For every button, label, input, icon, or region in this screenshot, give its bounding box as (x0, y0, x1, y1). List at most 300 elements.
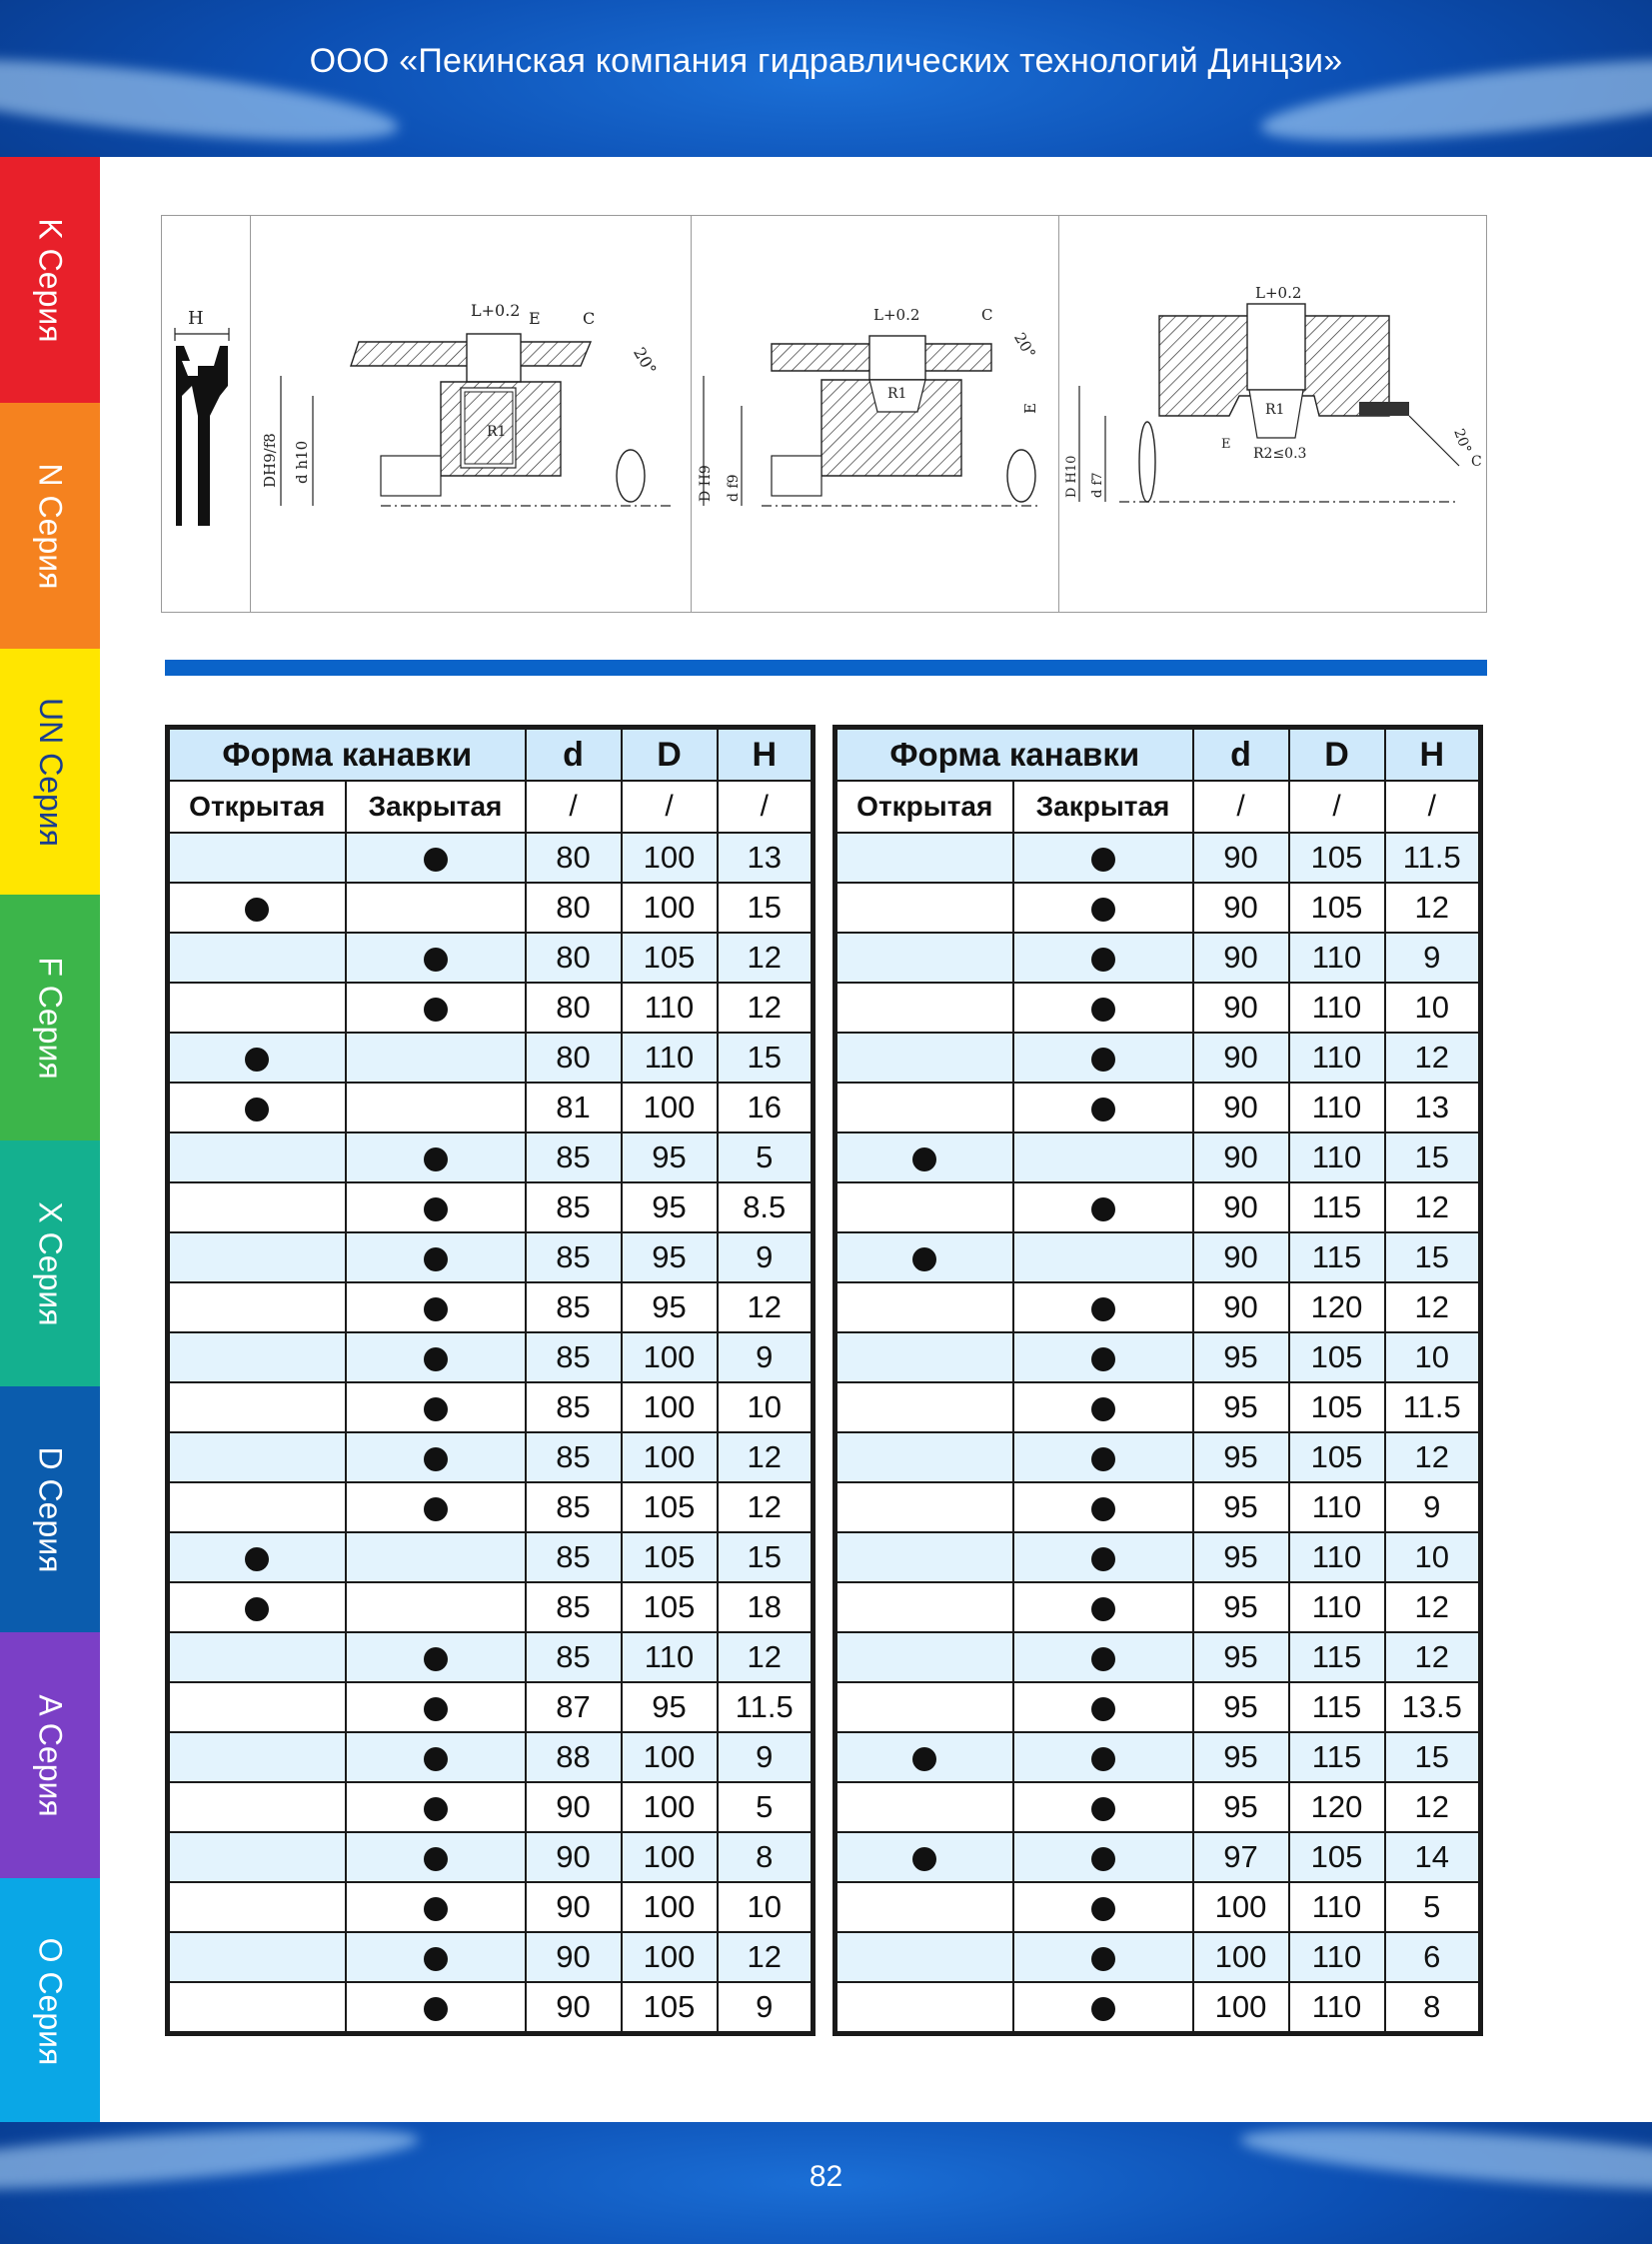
header-unit: / (718, 781, 814, 833)
header-unit: / (1193, 781, 1289, 833)
cell-d: 90 (1193, 1282, 1289, 1332)
cell-d: 97 (1193, 1832, 1289, 1882)
cell-D: 110 (1289, 983, 1385, 1033)
cell-open (168, 933, 346, 983)
cell-H: 12 (718, 1282, 814, 1332)
cell-D: 105 (622, 1982, 718, 2034)
cell-D: 100 (622, 1932, 718, 1982)
seal-profile-drawing (162, 216, 250, 612)
sidebar-tab-un[interactable] (0, 649, 100, 895)
cell-closed (1013, 1033, 1193, 1083)
cell-d: 85 (526, 1132, 622, 1182)
cell-closed (346, 1882, 526, 1932)
header-band (0, 0, 1652, 157)
table-row (168, 1482, 814, 1532)
cell-H: 9 (718, 1332, 814, 1382)
label-c: C (981, 306, 993, 324)
page-number: 82 (809, 2160, 843, 2193)
cell-D: 95 (622, 1132, 718, 1182)
label-h: H (188, 308, 204, 329)
cell-open (168, 1632, 346, 1682)
cell-H: 15 (718, 1033, 814, 1083)
cell-H: 9 (718, 1982, 814, 2034)
table-row (835, 1632, 1481, 1682)
sidebar-tab-n[interactable] (0, 403, 100, 649)
cell-d: 90 (1193, 1132, 1289, 1182)
cell-H: 16 (718, 1083, 814, 1132)
cell-d: 85 (526, 1182, 622, 1232)
cell-H: 18 (718, 1582, 814, 1632)
cell-D: 110 (1289, 1982, 1385, 2034)
cell-d: 90 (526, 1782, 622, 1832)
cell-closed (346, 1132, 526, 1182)
cell-D: 95 (622, 1682, 718, 1732)
cell-H: 15 (718, 883, 814, 933)
marker-dot-icon (424, 1897, 448, 1921)
cell-closed (346, 1482, 526, 1532)
marker-dot-icon (1091, 1947, 1115, 1971)
cell-H: 9 (1385, 933, 1481, 983)
marker-dot-icon (1091, 1048, 1115, 1072)
cell-D: 110 (1289, 1532, 1385, 1582)
header-unit: / (1385, 781, 1481, 833)
cell-closed (1013, 1882, 1193, 1932)
marker-dot-icon (1091, 848, 1115, 872)
cell-closed (346, 1532, 526, 1582)
table-row (168, 1682, 814, 1732)
marker-dot-icon (424, 1347, 448, 1371)
cell-H: 12 (1385, 1782, 1481, 1832)
cell-d: 95 (1193, 1532, 1289, 1582)
marker-dot-icon (424, 998, 448, 1022)
cell-D: 100 (622, 1432, 718, 1482)
marker-dot-icon (1091, 1197, 1115, 1221)
cell-open (835, 1332, 1013, 1382)
cell-closed (346, 1682, 526, 1732)
table-row (168, 1832, 814, 1882)
marker-dot-icon (1091, 1797, 1115, 1821)
sidebar-tab-d[interactable] (0, 1386, 100, 1632)
table-row (835, 1732, 1481, 1782)
marker-dot-icon (1091, 1697, 1115, 1721)
cell-open (168, 1832, 346, 1882)
cell-closed (346, 933, 526, 983)
header-H: H (1385, 728, 1481, 782)
marker-dot-icon (912, 1247, 936, 1271)
cell-open (168, 1282, 346, 1332)
cell-D: 115 (1289, 1182, 1385, 1232)
cell-d: 85 (526, 1582, 622, 1632)
cell-open (835, 1632, 1013, 1682)
cell-H: 12 (1385, 1182, 1481, 1232)
cell-closed (346, 1332, 526, 1382)
label-c: C (583, 309, 596, 328)
table-row (168, 1332, 814, 1382)
label-df7: d f7 (1090, 472, 1105, 498)
cell-H: 11.5 (718, 1682, 814, 1732)
header-unit: / (1289, 781, 1385, 833)
table-row (168, 1282, 814, 1332)
cell-H: 15 (1385, 1132, 1481, 1182)
label-r2: R2≤0.3 (1253, 446, 1307, 462)
cell-closed (1013, 1182, 1193, 1232)
cell-d: 95 (1193, 1582, 1289, 1632)
cell-D: 110 (1289, 1033, 1385, 1083)
marker-dot-icon (424, 1447, 448, 1471)
cell-H: 12 (718, 1632, 814, 1682)
marker-dot-icon (1091, 1098, 1115, 1122)
marker-dot-icon (1091, 1597, 1115, 1621)
dimension-table-right (832, 725, 1483, 2036)
page-title: ООО «Пекинская компания гидравлических технологий Динцзи» (309, 42, 1343, 80)
label-dh9: D H9 (698, 465, 714, 502)
cell-closed (346, 1382, 526, 1432)
cell-d: 90 (1193, 1083, 1289, 1132)
table-row (835, 1232, 1481, 1282)
cell-H: 12 (718, 1932, 814, 1982)
marker-dot-icon (1091, 1847, 1115, 1871)
cell-d: 95 (1193, 1482, 1289, 1532)
table-row (835, 1982, 1481, 2034)
cell-d: 100 (1193, 1882, 1289, 1932)
marker-dot-icon (424, 1647, 448, 1671)
cell-H: 13 (718, 833, 814, 883)
marker-dot-icon (1091, 1347, 1115, 1371)
cell-D: 110 (1289, 1882, 1385, 1932)
marker-dot-icon (1091, 1397, 1115, 1421)
table-row (835, 1332, 1481, 1382)
table-row (168, 1782, 814, 1832)
label-e: E (529, 309, 541, 328)
cell-open (835, 1732, 1013, 1782)
cell-open (835, 1482, 1013, 1532)
sidebar-tab-k[interactable] (0, 157, 100, 403)
marker-dot-icon (1091, 998, 1115, 1022)
cell-H: 9 (718, 1732, 814, 1782)
cell-open (835, 1282, 1013, 1332)
table-row (168, 1882, 814, 1932)
cell-closed (1013, 1982, 1193, 2034)
cell-d: 80 (526, 1033, 622, 1083)
marker-dot-icon (245, 1597, 269, 1621)
cell-D: 110 (622, 1632, 718, 1682)
cell-H: 12 (1385, 1582, 1481, 1632)
cell-d: 95 (1193, 1432, 1289, 1482)
cell-d: 80 (526, 983, 622, 1033)
table-row (168, 833, 814, 883)
cell-H: 12 (1385, 1632, 1481, 1682)
cell-closed (1013, 1382, 1193, 1432)
cell-D: 100 (622, 1332, 718, 1382)
cell-closed (1013, 983, 1193, 1033)
label-l: L+0.2 (873, 306, 920, 324)
table-row (835, 1582, 1481, 1632)
cell-closed (1013, 933, 1193, 983)
cell-d: 90 (526, 1882, 622, 1932)
cell-D: 100 (622, 833, 718, 883)
cell-H: 13.5 (1385, 1682, 1481, 1732)
label-dh10: d h10 (293, 440, 311, 484)
marker-dot-icon (912, 1847, 936, 1871)
cell-H: 12 (1385, 883, 1481, 933)
section-divider (165, 660, 1487, 676)
series-sidebar (0, 157, 100, 2122)
cell-open (168, 1332, 346, 1382)
table-row (835, 1282, 1481, 1332)
label-angle: 20° (630, 344, 661, 379)
marker-dot-icon (912, 1747, 936, 1771)
closed-groove-2-cell (1059, 216, 1486, 612)
marker-dot-icon (245, 1048, 269, 1072)
cell-open (168, 883, 346, 933)
cell-H: 8 (1385, 1982, 1481, 2034)
cell-d: 95 (1193, 1782, 1289, 1832)
cell-d: 85 (526, 1532, 622, 1582)
cell-closed (1013, 1732, 1193, 1782)
cell-closed (1013, 883, 1193, 933)
cell-D: 100 (622, 1083, 718, 1132)
cell-D: 110 (1289, 1932, 1385, 1982)
cell-D: 105 (1289, 1432, 1385, 1482)
cell-open (168, 1532, 346, 1582)
label-r1: R1 (887, 386, 907, 402)
cell-D: 105 (622, 933, 718, 983)
cell-open (835, 1982, 1013, 2034)
header-open: Открытая (835, 781, 1013, 833)
header-groove-shape: Форма канавки (168, 728, 526, 782)
open-groove-cell (251, 216, 692, 612)
cell-D: 115 (1289, 1632, 1385, 1682)
header-open: Открытая (168, 781, 346, 833)
cell-H: 6 (1385, 1932, 1481, 1982)
sidebar-tab-o[interactable] (0, 1878, 100, 2124)
cell-d: 100 (1193, 1932, 1289, 1982)
cell-open (835, 1782, 1013, 1832)
cell-d: 81 (526, 1083, 622, 1132)
cell-open (168, 1682, 346, 1732)
table-row (835, 883, 1481, 933)
cell-open (168, 1182, 346, 1232)
cell-d: 90 (526, 1832, 622, 1882)
cell-D: 115 (1289, 1732, 1385, 1782)
marker-dot-icon (424, 848, 448, 872)
cell-H: 12 (718, 983, 814, 1033)
cell-H: 15 (1385, 1232, 1481, 1282)
tab-label: UN Серия (32, 697, 69, 847)
cell-open (835, 1832, 1013, 1882)
table-row (168, 1232, 814, 1282)
cell-d: 80 (526, 883, 622, 933)
header-closed: Закрытая (1013, 781, 1193, 833)
cell-open (835, 833, 1013, 883)
label-e: E (1221, 437, 1231, 452)
cell-closed (1013, 1282, 1193, 1332)
cell-D: 95 (622, 1282, 718, 1332)
cell-H: 8.5 (718, 1182, 814, 1232)
cell-closed (1013, 1432, 1193, 1482)
cell-H: 12 (718, 1482, 814, 1532)
marker-dot-icon (424, 1947, 448, 1971)
tab-label: O Серия (32, 1937, 69, 2065)
marker-dot-icon (245, 1098, 269, 1122)
table-row (835, 1682, 1481, 1732)
table-row (835, 1182, 1481, 1232)
marker-dot-icon (424, 1747, 448, 1771)
cell-H: 10 (1385, 1532, 1481, 1582)
cell-open (835, 1582, 1013, 1632)
table-row (168, 1132, 814, 1182)
cell-closed (1013, 1532, 1193, 1582)
header-unit: / (526, 781, 622, 833)
cell-d: 88 (526, 1732, 622, 1782)
cell-D: 120 (1289, 1782, 1385, 1832)
cell-open (835, 1932, 1013, 1982)
cell-closed (1013, 1232, 1193, 1282)
marker-dot-icon (1091, 1297, 1115, 1321)
cell-D: 100 (622, 1732, 718, 1782)
cell-open (168, 833, 346, 883)
cell-closed (1013, 1482, 1193, 1532)
cell-D: 105 (622, 1482, 718, 1532)
cell-D: 105 (1289, 1382, 1385, 1432)
cell-closed (1013, 1582, 1193, 1632)
cell-d: 90 (526, 1982, 622, 2034)
cell-H: 10 (718, 1882, 814, 1932)
label-df9: d f9 (726, 474, 742, 502)
cell-D: 110 (622, 1033, 718, 1083)
table-row (835, 1832, 1481, 1882)
marker-dot-icon (424, 1397, 448, 1421)
table-row (168, 983, 814, 1033)
cell-H: 12 (718, 933, 814, 983)
marker-dot-icon (424, 1697, 448, 1721)
label-c: C (1471, 454, 1482, 470)
marker-dot-icon (1091, 898, 1115, 922)
cell-open (835, 1432, 1013, 1482)
marker-dot-icon (1091, 1897, 1115, 1921)
marker-dot-icon (424, 1797, 448, 1821)
cell-d: 85 (526, 1232, 622, 1282)
cell-d: 95 (1193, 1382, 1289, 1432)
cell-D: 95 (622, 1232, 718, 1282)
table-row (835, 1532, 1481, 1582)
cell-closed (346, 1432, 526, 1482)
cell-open (168, 1083, 346, 1132)
label-dh10: D H10 (1064, 455, 1079, 498)
table-row (168, 1182, 814, 1232)
table-row (835, 1382, 1481, 1432)
cell-d: 100 (1193, 1982, 1289, 2034)
header-d: d (1193, 728, 1289, 782)
label-dh9: DH9/f8 (261, 433, 279, 488)
table-row (835, 833, 1481, 883)
marker-dot-icon (1091, 1497, 1115, 1521)
label-angle: 20° (1450, 426, 1474, 456)
cell-closed (1013, 1083, 1193, 1132)
marker-dot-icon (424, 1297, 448, 1321)
marker-dot-icon (424, 948, 448, 972)
cell-D: 110 (1289, 1582, 1385, 1632)
cell-H: 11.5 (1385, 1382, 1481, 1432)
label-l: L+0.2 (471, 301, 521, 320)
table-row (835, 1932, 1481, 1982)
cell-D: 105 (1289, 1332, 1385, 1382)
cell-open (168, 1782, 346, 1832)
cell-d: 90 (1193, 1033, 1289, 1083)
cell-d: 95 (1193, 1682, 1289, 1732)
tab-label: D Серия (32, 1446, 69, 1572)
cell-closed (346, 1083, 526, 1132)
cell-open (835, 1682, 1013, 1732)
tab-label: K Серия (32, 217, 69, 343)
label-r1: R1 (1265, 402, 1285, 418)
groove-drawings (161, 215, 1487, 613)
cell-H: 10 (1385, 1332, 1481, 1382)
cell-d: 90 (526, 1932, 622, 1982)
cell-D: 100 (622, 883, 718, 933)
cell-open (835, 1532, 1013, 1582)
table-row (835, 1432, 1481, 1482)
cell-d: 85 (526, 1482, 622, 1532)
table-row (835, 1132, 1481, 1182)
cell-closed (346, 1832, 526, 1882)
marker-dot-icon (424, 1197, 448, 1221)
cell-d: 90 (1193, 1182, 1289, 1232)
table-row (835, 1033, 1481, 1083)
cell-closed (346, 1732, 526, 1782)
footer-band (0, 2122, 1652, 2244)
sidebar-tab-a[interactable] (0, 1632, 100, 1878)
cell-open (168, 1932, 346, 1982)
cell-d: 90 (1193, 1232, 1289, 1282)
cell-d: 90 (1193, 983, 1289, 1033)
cell-D: 105 (622, 1532, 718, 1582)
cell-closed (346, 983, 526, 1033)
cell-H: 8 (718, 1832, 814, 1882)
table-row (168, 1982, 814, 2034)
marker-dot-icon (1091, 1447, 1115, 1471)
table-row (168, 1582, 814, 1632)
header-closed: Закрытая (346, 781, 526, 833)
cell-D: 110 (1289, 933, 1385, 983)
cell-d: 80 (526, 933, 622, 983)
cell-H: 15 (1385, 1732, 1481, 1782)
tab-label: A Серия (32, 1693, 69, 1817)
cell-H: 12 (1385, 1432, 1481, 1482)
cell-closed (1013, 1682, 1193, 1732)
cell-open (835, 1232, 1013, 1282)
cell-H: 15 (718, 1532, 814, 1582)
label-r1: R1 (487, 424, 507, 440)
sidebar-tab-f[interactable] (0, 895, 100, 1140)
cell-H: 12 (718, 1432, 814, 1482)
cell-H: 9 (1385, 1482, 1481, 1532)
cell-D: 100 (622, 1882, 718, 1932)
header-D: D (1289, 728, 1385, 782)
table-row (168, 1532, 814, 1582)
table-row (168, 1083, 814, 1132)
table-row (168, 1632, 814, 1682)
sidebar-tab-x[interactable] (0, 1140, 100, 1386)
marker-dot-icon (912, 1147, 936, 1171)
tab-label: N Серия (32, 463, 69, 589)
cell-open (168, 1382, 346, 1432)
cell-d: 90 (1193, 833, 1289, 883)
table-row (835, 1782, 1481, 1832)
marker-dot-icon (1091, 1647, 1115, 1671)
marker-dot-icon (424, 1997, 448, 2021)
cell-closed (1013, 1932, 1193, 1982)
